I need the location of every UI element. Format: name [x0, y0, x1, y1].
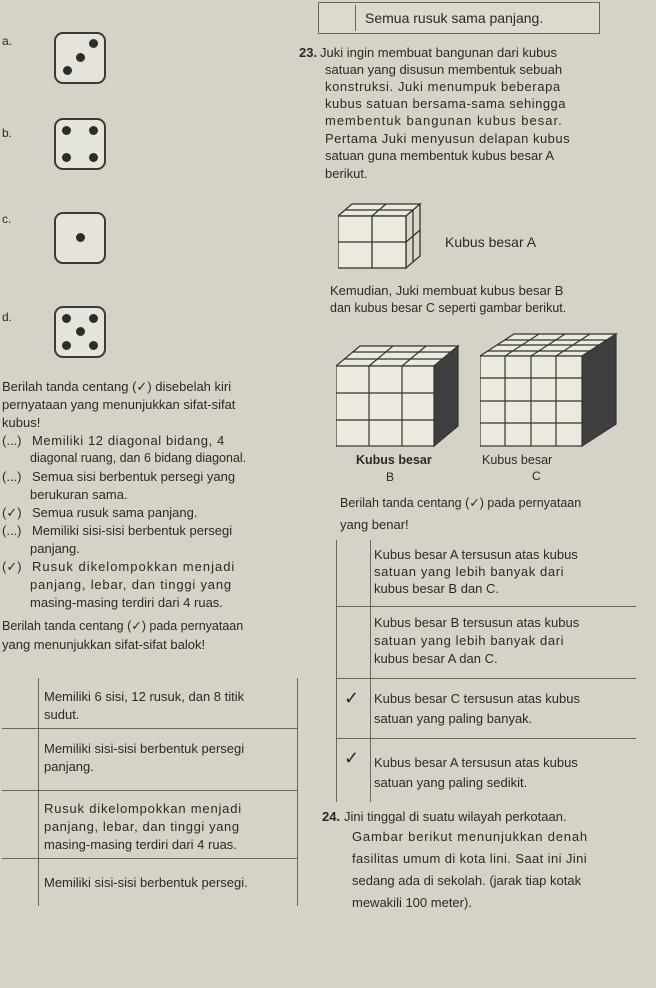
cube-item-4-line-1: Memiliki sisi-sisi berbentuk persegi — [32, 523, 233, 538]
dice-one — [54, 212, 106, 264]
cube-item-4-line-2: panjang. — [30, 541, 80, 556]
q23-line-3: konstruksi. Juki menumpuk beberapa — [325, 79, 561, 94]
balok-row-2-line-1: Memiliki sisi-sisi berbentuk persegi — [44, 741, 245, 756]
q24-line-5: mewakili 100 meter). — [352, 895, 472, 910]
dice-three — [54, 32, 106, 84]
balok-row-1-line-2: sudut. — [44, 707, 80, 722]
cube-item-2-line-1: Semua sisi berbentuk persegi yang — [32, 469, 236, 484]
statement-1-line-1: Kubus besar A tersusun atas kubus — [374, 547, 578, 562]
cube-item-5-line-1: Rusuk dikelompokkan menjadi — [32, 559, 236, 574]
q23-instruction-1: Berilah tanda centang (✓) pada pernyataan — [340, 496, 582, 510]
cube-item-3-mark[interactable]: (✓) — [2, 505, 22, 520]
q24-line-1: Jini tinggal di suatu wilayah perkotaan. — [344, 809, 567, 824]
balok-row-1-line-1: Memiliki 6 sisi, 12 rusuk, dan 8 titik — [44, 689, 245, 704]
cube-item-1-line-2: diagonal ruang, dan 6 bidang diagonal. — [30, 451, 247, 465]
q23-line-1: Juki ingin membuat bangunan dari kubus — [320, 45, 558, 60]
cube-a-illustration — [338, 202, 434, 270]
balok-row-4-line-1: Memiliki sisi-sisi berbentuk persegi. — [44, 875, 248, 890]
left-instruction2-2: yang menunjukkan sifat-sifat balok! — [2, 637, 206, 652]
q24-number: 24. — [322, 809, 341, 824]
statement-2-line-1: Kubus besar B tersusun atas kubus — [374, 615, 580, 630]
q23-line-8: berikut. — [325, 166, 368, 181]
left-intro-3: kubus! — [2, 415, 41, 430]
statement-4-line-1: Kubus besar A tersusun atas kubus — [374, 755, 578, 770]
left-instruction2-1: Berilah tanda centang (✓) pada pernyataan — [2, 619, 244, 633]
dice-four — [54, 118, 106, 170]
balok-row-3-line-2: panjang, lebar, dan tinggi yang — [44, 819, 240, 834]
cube-b-label-1: Kubus besar — [356, 453, 432, 467]
dice-label-b: b. — [2, 126, 13, 140]
cube-c-label-1: Kubus besar — [482, 453, 553, 467]
q23-part2-line-2: dan kubus besar C seperti gambar berikut. — [330, 301, 567, 315]
dice-five — [54, 306, 106, 358]
statement-3-line-1: Kubus besar C tersusun atas kubus — [374, 691, 580, 706]
cube-item-4-mark[interactable]: (...) — [2, 523, 22, 538]
balok-table — [2, 678, 298, 906]
q23-number: 23. — [299, 45, 318, 60]
left-intro-1: Berilah tanda centang (✓) disebelah kiri — [2, 379, 232, 394]
statement-table — [336, 540, 636, 802]
q23-line-6: Pertama Juki menyusun delapan kubus — [325, 131, 571, 146]
cube-item-1-mark[interactable]: (...) — [2, 433, 22, 448]
cube-item-1-line-1: Memiliki 12 diagonal bidang, 4 — [32, 433, 225, 448]
cube-a-label: Kubus besar A — [445, 234, 537, 250]
top-answer-box — [318, 2, 600, 34]
cube-b-label-2: B — [386, 470, 395, 484]
balok-checkbox-1[interactable] — [2, 678, 38, 726]
balok-row-3-line-3: masing-masing terdiri dari 4 ruas. — [44, 837, 237, 852]
statement-2-line-2: satuan yang lebih banyak dari — [374, 633, 565, 648]
q23-line-2: satuan yang disusun membentuk sebuah — [325, 62, 563, 77]
balok-checkbox-3[interactable] — [2, 791, 38, 855]
balok-row-2-line-2: panjang. — [44, 759, 94, 774]
cube-item-3-line-1: Semua rusuk sama panjang. — [32, 505, 198, 520]
q23-line-5: membentuk bangunan kubus besar. — [325, 113, 563, 128]
balok-checkbox-4[interactable] — [2, 859, 38, 905]
statement-2-line-3: kubus besar A dan C. — [374, 651, 498, 666]
cube-b-illustration — [336, 344, 464, 450]
statement-1-line-2: satuan yang lebih banyak dari — [374, 564, 565, 579]
q24-line-4: sedang ada di sekolah. (jarak tiap kotak — [352, 873, 582, 888]
dice-label-a: a. — [2, 34, 13, 48]
left-intro-2: pernyataan yang menunjukkan sifat-sifat — [2, 397, 236, 412]
statement-1-line-3: kubus besar B dan C. — [374, 581, 500, 596]
q23-instruction-2: yang benar! — [340, 517, 409, 532]
statement-checkbox-3[interactable]: ✓ — [344, 688, 360, 708]
cube-item-2-mark[interactable]: (...) — [2, 469, 22, 484]
q24-line-2: Gambar berikut menunjukkan denah — [352, 829, 588, 844]
dice-label-d: d. — [2, 310, 13, 324]
cube-item-2-line-2: berukuran sama. — [30, 487, 128, 502]
q24-line-3: fasilitas umum di kota lini. Saat ini Jini — [352, 851, 588, 866]
balok-checkbox-2[interactable] — [2, 729, 38, 777]
cube-item-5-line-3: masing-masing terdiri dari 4 ruas. — [30, 595, 223, 610]
statement-4-line-2: satuan yang paling sedikit. — [374, 775, 528, 790]
q23-part2-line-1: Kemudian, Juki membuat kubus besar B — [330, 283, 564, 298]
dice-label-c: c. — [2, 212, 12, 226]
statement-3-line-2: satuan yang paling banyak. — [374, 711, 533, 726]
statement-checkbox-4[interactable]: ✓ — [344, 748, 360, 768]
cube-c-label-2: C — [532, 469, 541, 483]
cube-c-illustration — [480, 332, 620, 450]
cube-item-5-line-2: panjang, lebar, dan tinggi yang — [30, 577, 232, 592]
checkbox[interactable] — [327, 5, 356, 31]
top-statement: Semua rusuk sama panjang. — [365, 10, 544, 26]
cube-item-5-mark[interactable]: (✓) — [2, 559, 22, 574]
q23-line-7: satuan guna membentuk kubus besar A — [325, 148, 555, 163]
balok-row-3-line-1: Rusuk dikelompokkan menjadi — [44, 801, 242, 816]
q23-line-4: kubus satuan bersama-sama sehingga — [325, 96, 567, 111]
